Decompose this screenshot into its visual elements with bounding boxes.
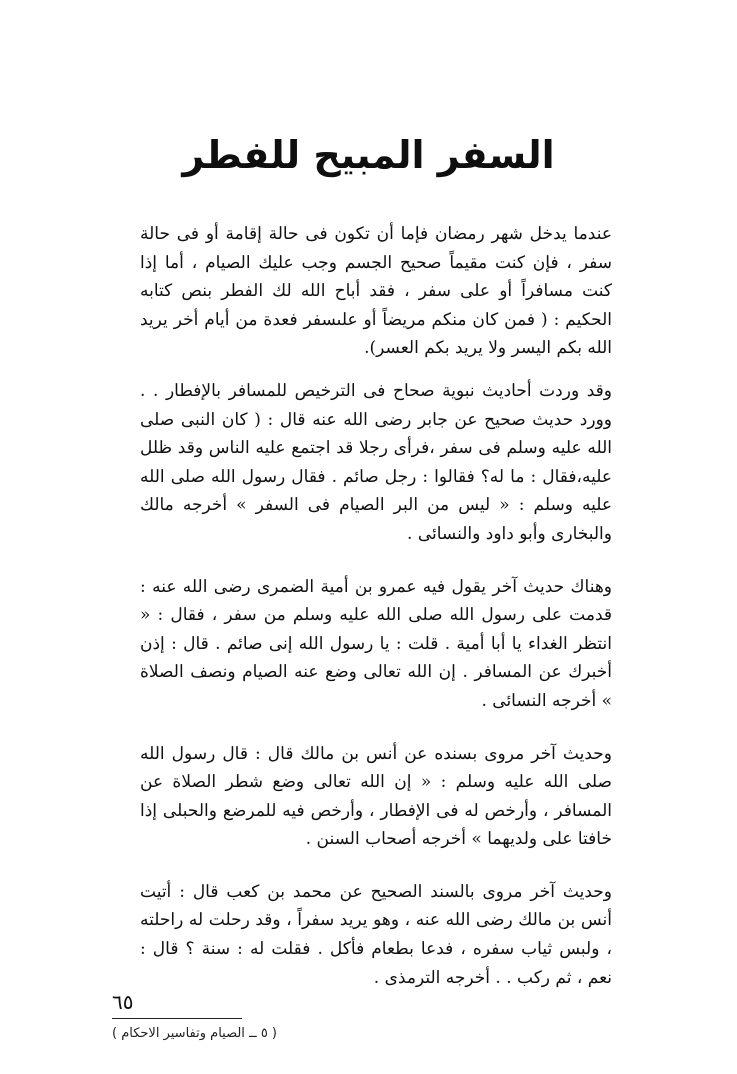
paragraph-2: وقد وردت أحاديث نبوية صحاح فى الترخيص للمسافر بالإفطار . . وورد حديث صحيح عن جابر رضى الله عنه قال : ( كان النبى صلى الله عليه وسلم فى سفر ،فرأى رجلا قد اجتمع عليه الناس وقد ظلل عليه،فقال : ما له؟ فقالوا : رجل صائم . فقال رسول الله صلى الله عليه وسلم : « ليس من البر الصيام فى السفر » أخرجه مالك والبخارى وأبو داود والنسائى . xyxy=(140,380,612,544)
paragraph-3: وهناك حديث آخر يقول فيه عمرو بن أمية الضمرى رضى الله عنه : قدمت على رسول الله صلى الله عليه وسلم من سفر ، فقال : « انتظر الغداء يا أبا أمية . قلت : يا رسول الله إنى صائم . قال : إذن أخبرك عن المسافر . إن الله تعالى وضع عنه الصيام ونصف الصلاة » أخرجه النسائى . xyxy=(140,576,613,711)
chapter-title: السفر المبيح للفطر xyxy=(182,133,555,178)
paragraph-5: وحديث آخر مروى بالسند الصحيح عن محمد بن كعب قال : أتيت أنس بن مالك رضى الله عنه ، وهو يريد سفراً ، وقد رحلت له راحلته ، ولبس ثياب سفره ، فدعا بطعام فأكل . فقلت له : سنة ؟ قال : نعم ، ثم ركب . . أخرجه الترمذى . xyxy=(140,881,613,988)
footer-note: ( ٥ ــ الصيام وتفاسير الاحكام ) xyxy=(112,1026,278,1041)
paragraph-4: وحديث آخر مروى بسنده عن أنس بن مالك قال : قال رسول الله صلى الله عليه وسلم : « إن الله تعالى وضع شطر الصلاة عن المسافر ، وأرخص له فى الإفطار ، وأرخص فيه للمرضع والحبلى إذا خافتا على ولديهما » أخرجه أصحاب السنن . xyxy=(140,743,612,850)
body-text xyxy=(140,220,612,992)
paragraph-1: عندما يدخل شهر رمضان فإما أن تكون فى حالة إقامة أو فى حالة سفر ، فإن كنت مقيماً صحيح الجسم وجب عليك الصيام ، أما إذا كنت مسافراً أو على سفر ، فقد أباح الله لك الفطر بنص كتابه الحكيم : ( فمن كان منكم مريضاً أو علىسفر فعدة من أيام أخر يريد الله بكم اليسر ولا يريد بكم العسر). xyxy=(140,224,612,359)
page-number: ٦٥ xyxy=(112,990,134,1014)
footer-divider xyxy=(112,1018,242,1019)
